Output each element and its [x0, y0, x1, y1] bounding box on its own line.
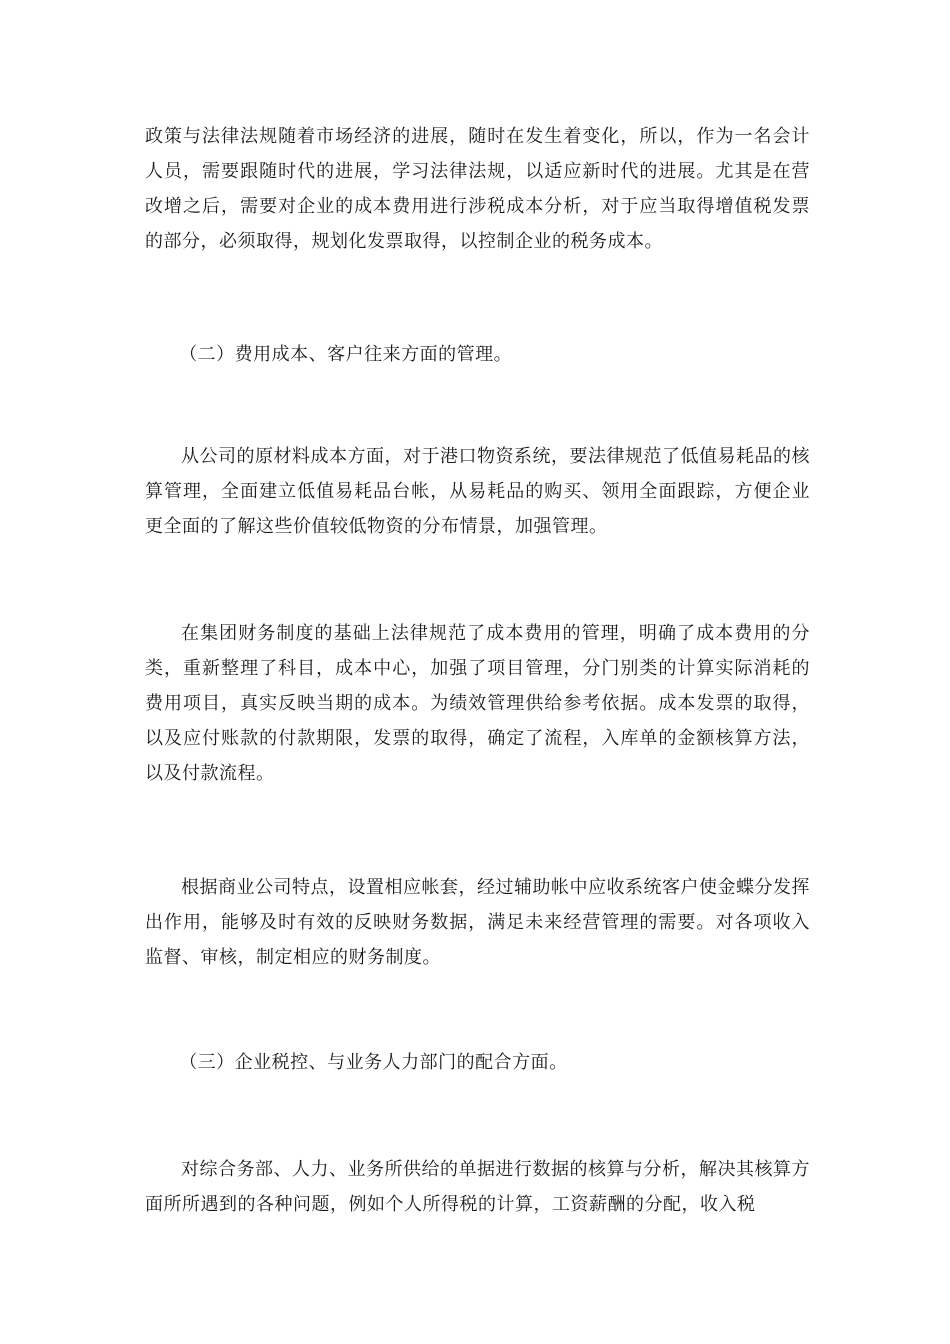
paragraph-commercial-company: 根据商业公司特点，设置相应帐套，经过辅助帐中应收系统客户使金蝶分发挥出作用，能够及时有效的反映财务数据，满足未来经营管理的需要。对各项收入监督、审核，制定相应的财务制度。	[145, 877, 810, 968]
section-heading-cost-management: （二）费用成本、客户往来方面的管理。	[179, 344, 513, 365]
paragraph-tax-policy: 政策与法律法规随着市场经济的进展，随时在发生着变化，所以，作为一名会计人员，需要跟随时代的进展，学习法律法规，以适应新时代的进展。尤其是在营改增之后，需要对企业的成本费用进行涉税成本分析，对于应当取得增值税发票的部分，必须取得，规划化发票取得，以控制企业的税务成本。	[145, 126, 810, 252]
paragraph-cost-expense: 在集团财务制度的基础上法律规范了成本费用的管理，明确了成本费用的分类，重新整理了科目，成本中心，加强了项目管理，分门别类的计算实际消耗的费用项目，真实反映当期的成本。为绩效管理供给参考依据。成本发票的取得，以及应付账款的付款期限，发票的取得，确定了流程，入库单的金额核算方法，以及付款流程。	[145, 623, 810, 784]
section-heading-tax-control: （三）企业税控、与业务人力部门的配合方面。	[179, 1052, 568, 1073]
paragraph-material-cost: 从公司的原材料成本方面，对于港口物资系统，要法律规范了低值易耗品的核算管理，全面建立低值易耗品台帐，从易耗品的购买、领用全面跟踪，方便企业更全面的了解这些价值较低物资的分布情景，加强管理。	[145, 446, 810, 537]
paragraph-data-accounting: 对综合务部、人力、业务所供给的单据进行数据的核算与分析，解决其核算方面所所遇到的各种问题，例如个人所得税的计算，工资薪酬的分配，收入税	[145, 1159, 810, 1215]
